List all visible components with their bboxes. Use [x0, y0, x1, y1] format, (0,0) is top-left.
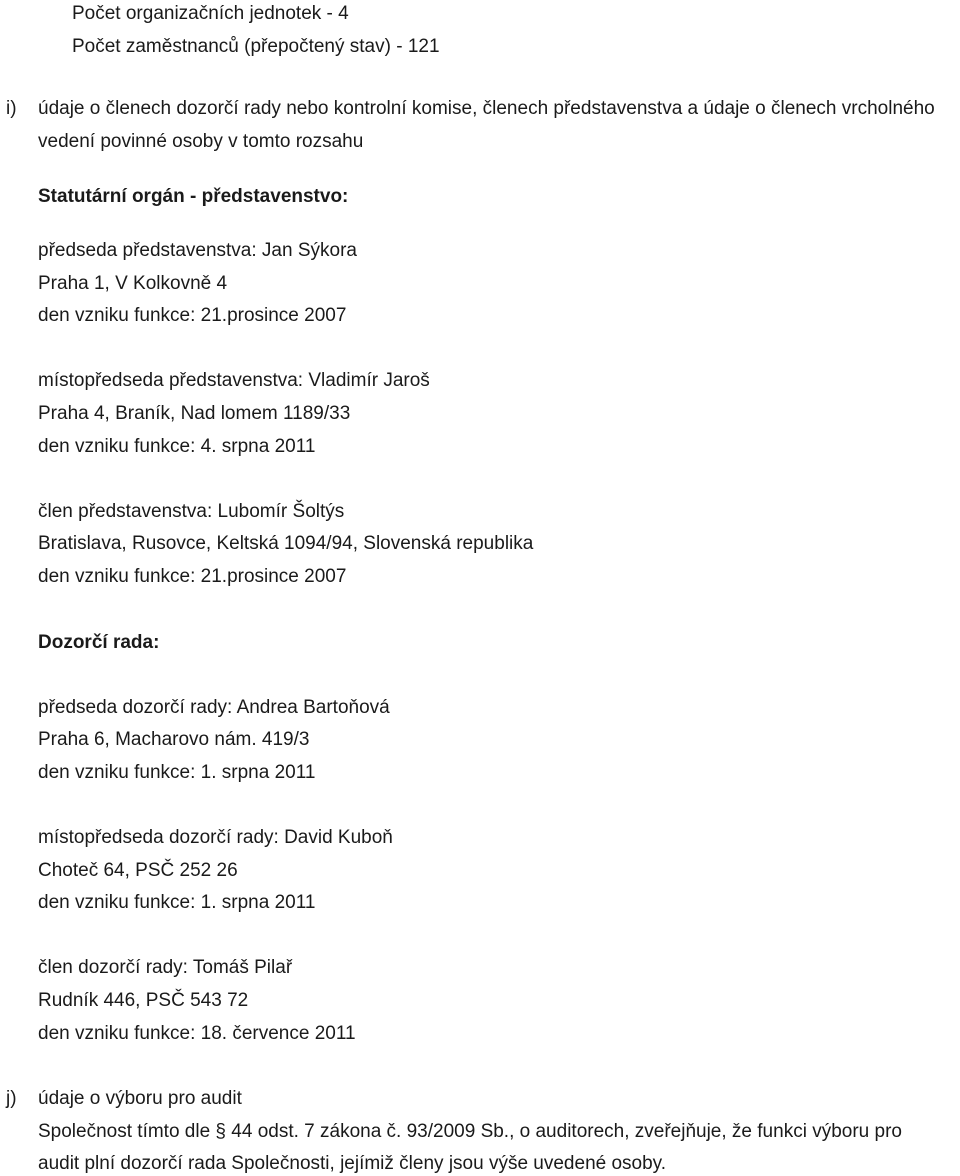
supervisory-member-role: místopředseda dozorčí rady: David Kuboň — [38, 827, 393, 848]
section-j-text-line-1: Společnost tímto dle § 44 odst. 7 zákona č. 93/2009 Sb., o auditorech, zveřejňuje, že funkci výboru pro — [38, 1121, 902, 1142]
supervisory-member-date: den vzniku funkce: 1. srpna 2011 — [38, 762, 316, 783]
board-member-date: den vzniku funkce: 21.prosince 2007 — [38, 305, 347, 326]
board-member-role: místopředseda představenstva: Vladimír Jaroš — [38, 370, 430, 391]
board-member-address: Praha 1, V Kolkovně 4 — [38, 273, 228, 294]
supervisory-member-address: Choteč 64, PSČ 252 26 — [38, 860, 238, 881]
section-j-marker: j) — [6, 1088, 17, 1109]
supervisory-member-role: člen dozorčí rady: Tomáš Pilař — [38, 957, 293, 978]
board-member-role: předseda představenstva: Jan Sýkora — [38, 240, 357, 261]
supervisory-member-date: den vzniku funkce: 18. července 2011 — [38, 1023, 356, 1044]
section-i-marker: i) — [6, 98, 17, 119]
org-units-count: Počet organizačních jednotek - 4 — [72, 3, 349, 24]
board-member-address: Praha 4, Braník, Nad lomem 1189/33 — [38, 403, 351, 424]
board-member-role: člen představenstva: Lubomír Šoltýs — [38, 501, 345, 522]
supervisory-member-date: den vzniku funkce: 1. srpna 2011 — [38, 892, 316, 913]
section-i-intro-line-1: údaje o členech dozorčí rady nebo kontrolní komise, členech představenstva a údaje o členech vrcholného — [38, 98, 935, 119]
section-j-title: údaje o výboru pro audit — [38, 1088, 242, 1109]
board-heading: Statutární orgán - představenstvo: — [38, 186, 349, 207]
supervisory-member-address: Praha 6, Macharovo nám. 419/3 — [38, 729, 310, 750]
section-j-text-line-2: audit plní dozorčí rada Společnosti, jejímiž členy jsou výše uvedené osoby. — [38, 1153, 667, 1174]
board-member-address: Bratislava, Rusovce, Keltská 1094/94, Slovenská republika — [38, 533, 534, 554]
section-i-intro-line-2: vedení povinné osoby v tomto rozsahu — [38, 131, 364, 152]
supervisory-member-role: předseda dozorčí rady: Andrea Bartoňová — [38, 697, 390, 718]
supervisory-heading: Dozorčí rada: — [38, 632, 160, 653]
board-member-date: den vzniku funkce: 21.prosince 2007 — [38, 566, 347, 587]
supervisory-member-address: Rudník 446, PSČ 543 72 — [38, 990, 249, 1011]
board-member-date: den vzniku funkce: 4. srpna 2011 — [38, 436, 316, 457]
employee-count: Počet zaměstnanců (přepočtený stav) - 121 — [72, 36, 440, 57]
